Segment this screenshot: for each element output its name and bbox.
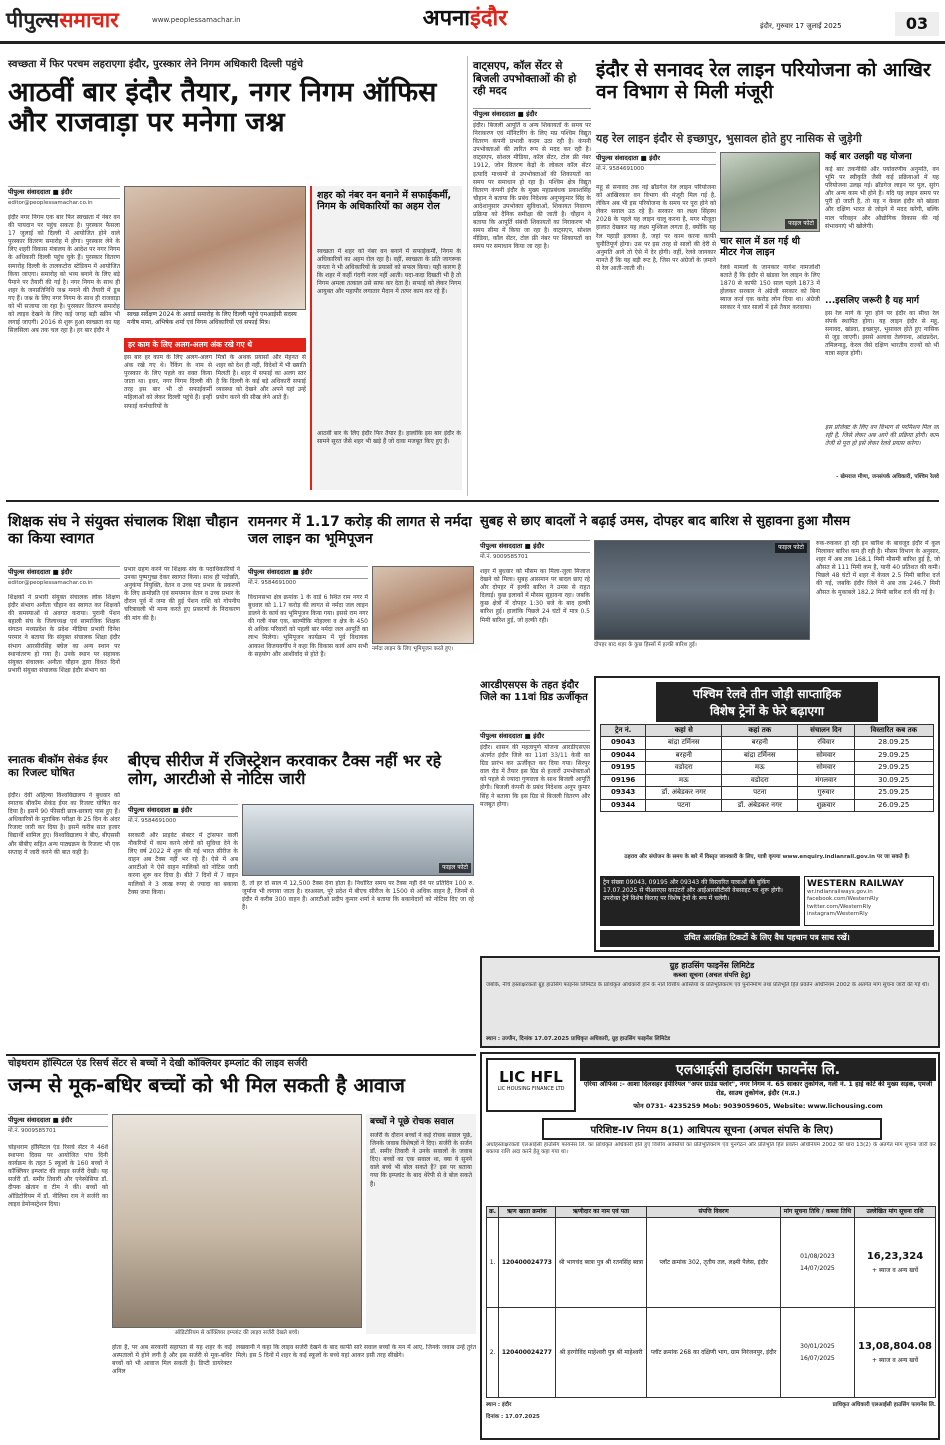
rail-quote-by: - खेमराज मीणा, जनसंपर्क अधिकारी, पश्चिम रेलवे [836, 474, 939, 480]
lic-cell-note: + ब्याज व अन्य खर्चे [871, 1357, 919, 1365]
lic-logo [486, 1058, 576, 1112]
section-divider [6, 500, 939, 502]
railway-ad-cell: 26.09.25 [854, 799, 933, 811]
rto-photo [242, 804, 474, 876]
ramnagar-body: विधानसभा क्षेत्र क्रमांक 1 के वार्ड 6 स्थित राम नगर में बुधवार को 1.17 करोड़ की लागत से नर्मदा जल लाइन डालने के कार्य का भूमिपूजन किया गया। इससे राम नगर की गली नंबर एक, बाल्मीकि मोहल्ला व क्षेत्र के 450 से अधिक परिवारों को पहली बार नर्मदा जल आपूर्ति का लाभ मिलेगा। भूमिपूजन कार्यक्रम में पूर्व विधायक आकाश विजयवर्गीय ने कहा कि विकास कार्य आप सभी के सहयोग और आशीर्वाद से होते हैं। [248, 594, 368, 658]
rto-headline[interactable]: बीएच सीरीज में रजिस्ट्रेशन करवाकर टैक्स नहीं भर रहे लोग, आरटीओ से नोटिस जारी [128, 751, 442, 789]
railway-ad-footer: उचित आरक्षित टिकटों के लिए वैध पहचान पत्र साथ रखें। [600, 930, 934, 947]
lic-col-dates: मांग सूचना तिथि / कब्जा तिथि [780, 1207, 854, 1218]
railway-ad-row [601, 737, 934, 749]
weather-mobile: मो.नं. 9009585701 [480, 554, 529, 560]
lic-ad [480, 1052, 940, 1440]
lic-date: दिनांक : 17.07.2025 [486, 1414, 540, 1420]
railway-ad-cell: गुरुवार [798, 787, 854, 799]
lead-subhead: हर काम के लिए अलग-अलग अंक रखे गए थे [124, 338, 306, 352]
brand-logo[interactable] [6, 6, 119, 34]
lic-cell [647, 1308, 781, 1398]
section-title-b: इंदौर [470, 6, 508, 31]
grid-byline: पीपुल्स संवाददाता ■ इंदौर [480, 730, 590, 743]
rail-box-body: रेलवे मामलों के जानकार नागेश नामजोशी बताते हैं कि इंदौर से खंडवा रेल लाइन के लिए 1870 से काफी 150 साल पहले 1873 में होलकर सरकार ने अंग्रेजी सरकार को बिना ब्याज कर्ज एक करोड़ लोन दिया था। अंग्रेजी सरकार ने चार सालों में इसे तैयार करवाया। [720, 264, 820, 312]
railway-ad-link-0[interactable]: wr.indianrailways.gov.in [807, 889, 873, 895]
lic-logo-sub: LIC HOUSING FINANCE LTD [497, 1086, 565, 1092]
shikshak-headline[interactable]: शिक्षक संघ ने संयुक्त संचालक शिक्षा चौहान का किया स्वागत [8, 514, 239, 548]
cochlear-headline[interactable]: जन्म से मूक-बधिर बच्चों को भी मिल सकती है आवाज [8, 1073, 406, 1097]
shikshak-byline: पीपुल्स संवाददाता ■ इंदौर [8, 566, 120, 579]
railway-ad-cell: डॉ. अंबेडकर नगर [646, 787, 722, 799]
rail-right-title: कई बार उलझी यह योजना [825, 152, 912, 162]
lic-cell-d1: 01/08/2023 [800, 1252, 835, 1260]
railway-ad-cell: 09043 [601, 737, 646, 749]
rto-body2: है, तो हर दो साल में 12,500 टैक्स देना होता है। निर्धारित समय पर टैक्स नहीं देने पर प्रतिदिन 100 रु. जुर्माना भी लगाया जाता है। दरअसल, पूरे प्रदेश में बीएच सीरीज के 1500 से अधिक वाहन हैं, जिनमें से इंदौर में करीब 300 वाहन हैं। आरटीओ प्रदीप कुमार शर्मा ने बताया कि बकायेदारों को नोटिस दिए जा रहे हैं। [242, 880, 474, 912]
railway-ad-cell: 09044 [601, 749, 646, 761]
lead-sidebar-body: स्वच्छता में शहर को नंबर वन बनाने में सफाईकर्मी, निगम के अधिकारियों का अहम रोल रहा है। वहीं, स्वच्छता के प्रति जागरूक जनता ने भी अधिकारियों के प्रयासों को सफल किया। यही कारण है कि शहर में कहीं गंदगी नजर नहीं आती। यदा-कदा दिखती भी है तो निगम अमला तत्काल उसे साफ कर देता है। सफाई को लेकर निगम आयुक्त और महापौर लगातार मैदान में तत्पर काम कर रहे हैं। [317, 248, 461, 296]
railway-ad-row [601, 749, 934, 761]
railway-ad-row [601, 799, 934, 811]
railway-ad-link-1[interactable]: facebook.com/WesternRly [807, 896, 879, 903]
railway-ad-cell: 25.09.25 [854, 787, 933, 799]
rail-right-body: कई बार तकनीकी और पर्यावरणीय अनुमति, वन भूमि पर स्वीकृति जैसी कई प्रक्रियाओं में यह परियोजना उलझ गई। ब्रॉडगेज लाइन पर पुल, सुरंग और अन्य काम भी होने हैं। यदि यह लाइन समय पर पूरी हो जाती है, तो यह न केवल इंदौर को खंडवा और दक्षिण भारत से जोड़ने में मदद करेगी, बल्कि माल परिवहन और औद्योगिक विकास की नई संभावनाएं भी खोलेगी। [825, 166, 939, 230]
cochlear-mobile: मो.नं. 9009585701 [8, 1128, 57, 1134]
railway-ad-cell: 28.09.25 [854, 737, 933, 749]
lead-photo [124, 186, 306, 310]
rail-quote: इस प्रोजेक्ट के लिए वन विभाग से परमिशन मिल जा रही है, जिसे लेकर अब आगे की प्रक्रिया होगी। काम तेजी से पूरा हो इसे लेकर रेलवे प्रयास करेगा। [825, 424, 939, 448]
weather-byline: पीपुल्स संवाददाता ■ इंदौर [480, 540, 590, 553]
lic-table [486, 1206, 936, 1398]
col-from: कहां से [646, 725, 722, 737]
lic-cell [555, 1308, 647, 1398]
rto-body: सरकारी और प्राइवेट सेक्टर में ट्रांसफर वाली नौकरियों में काम करने लोगों को सुविधा देने के लिए वर्ष 2022 में शुरू की गई भारत सीरीज के वाहन अब टैक्स नहीं भर रहे हैं। ऐसे में अब आरटीओ ने ऐसे वाहन मालिकों को नोटिस जारी करना शुरू कर दिया है। बीते 7 दिनों में 7 वाहन मालिकों ने 3 लाख रुपए से ज्यादा का बकाया टैक्स जमा किया। [128, 832, 238, 896]
gruh-sub: कब्जा सूचना (अचल संपत्ति हेतु) [673, 971, 751, 979]
lead-col2: इस बार हर काम के लिए अलग-अलग अंक रखे गए थे। रैंकिंग के नाम से पुरस्कार के लिए पहले का वक्त किया जाता था। इधर, नगर निगम दिल्ली की तरह इस बार भी दो सफाईकर्मी महिलाओं को लेकर दिल्ली पहुंचे हैं। इन्हीं सफाई कर्मचारियों के [124, 354, 212, 410]
lead-byline: पीपुल्स संवाददाता ■ इंदौर [8, 186, 120, 199]
lic-notice-title: परिशिष्ट-IV नियम 8(1) आधिपत्य सूचना (अचल संपत्ति के लिए) [542, 1118, 882, 1140]
lic-cell [499, 1218, 555, 1308]
railway-ad-cell: 09195 [601, 762, 646, 774]
lic-cell-amt: 16,23,324 [866, 1250, 924, 1262]
lic-cell-d2: 16/07/2025 [800, 1354, 835, 1362]
rail-mobile: मो.नं. 9584691000 [596, 166, 645, 172]
lic-row [487, 1218, 936, 1308]
lic-phone[interactable]: फोन 0731- 4235259 Mob: 9039059605, Website: www.lichousing.com [633, 1102, 883, 1110]
cochlear-body: चोइथराम हॉस्पिटल एंड रिसर्च सेंटर ने 46वें स्थापना दिवस पर आयोजित पांच दिनी कार्यक्रम के तहत 5 स्कूलों के 160 बच्चों ने कॉक्लियर इम्प्लांट की लाइव सर्जरी देखी। यह सर्जरी डॉ. समीर तिवारी और एनेस्थेसिया डॉ. दीपक खेतान व टीम ने की। बच्चों को ऑडिटोरियम में डॉ. नीलिमा राय ने सर्जरी का लाइव डेमोन्सट्रेशन दिया। [8, 1144, 108, 1208]
rail-right-body2: इस रेल मार्ग के पूरा होने पर इंदौर का सीधा रेल संपर्क स्थापित होगा। यह लाइन इंदौर से महू, सनावद, खंडवा, इच्छापुर, भुसावल होते हुए नासिक से जुड़ जाएगी। इससे अलावा तेलंगाना, आंध्रप्रदेश, तमिलनाडु, केरल जैसे दक्षिण भारतीय राज्यों को भी यात्रा सहज होगी। [825, 310, 939, 358]
lic-cell [499, 1308, 555, 1398]
ramnagar-photo [372, 566, 474, 644]
rail-byline: पीपुल्स संवाददाता ■ इंदौर [596, 152, 716, 165]
grid-headline[interactable]: आरडीएसएस के तहत इंदौर जिले का 11वां ग्रिड ऊर्जीकृत [480, 680, 588, 703]
lic-cell-name: श्री हरगोविंद माहेश्वरी पुत्र श्री माहेश्वरी [559, 1348, 643, 1356]
col-day: संचालन दिन [798, 725, 854, 737]
lic-cell-name: श्री भागचंद ब्वत्रा पुत्र श्री रतनसिंह ब्वत्रा [558, 1258, 644, 1266]
lic-cell-prop: प्लॉट क्रमांक 302, तृतीय तल, लक्ष्मी पैलेस, इंदौर [659, 1258, 768, 1266]
railway-ad-header-row [601, 725, 934, 737]
lic-header-row [487, 1207, 936, 1218]
brand-part-a: पीपुल्स [6, 8, 60, 32]
railway-ad-cell: वडोदरा [722, 774, 798, 786]
rail-photo [720, 152, 820, 232]
weather-photo-label: फाइल फोटो [775, 543, 807, 553]
lic-cell [555, 1218, 647, 1308]
lic-logo-text: LIC HFL [499, 1068, 563, 1086]
column-rule [467, 56, 468, 496]
bcom-body: इंदौर। देवी अहिल्या विश्वविद्यालय ने बुधवार को स्नातक बीकॉम सेकंड ईयर का रिजल्ट घोषित कर दिया है। इसमें 90 फीसदी छात्र-छात्राएं पास हुए हैं। अधिकारियों के मुताबिक परीक्षा के 25 दिन के अंदर रिजल्ट जारी कर दिया है। इसमें करीब सात हजार विद्यार्थी शामिल हुए। विश्वविद्यालय ने बीए, बीएससी और बीबीए सहित अन्य पाठ्यक्रम के रिजल्ट भी एक सप्ताह में जारी करने की बात कही है। [8, 792, 120, 856]
ramnagar-headline[interactable]: रामनगर में 1.17 करोड़ की लागत से नर्मदा जल लाइन का भूमिपूजन [248, 514, 472, 547]
railway-ad-note: ठहराव और संयोजन के समय के बारे में विस्तृत जानकारी के लिए, यात्री कृपया www.enquiry.indianrail.gov.in पर जा सकते हैं। [624, 854, 910, 860]
rail-photo-label: फाइल फोटो [785, 219, 817, 229]
railway-ad-cell: 30.09.25 [854, 774, 933, 786]
weather-photo [594, 540, 810, 640]
lic-address: एरिया ऑफिस :- आशा दिलसहर इंपीरियल "अपर ग्राउंड फ्लोर", नगर निगम नं. 65 साकार तुकोगंज, गली नं. 1 हाई कोर्ट की मुख्य सड़क, एमजी रोड, साउथ तुकोगंज, इंदौर (म.प्र.) [583, 1080, 933, 1097]
lic-col-n: क्र. [487, 1207, 499, 1218]
railway-ad-cell: सोमवार [798, 749, 854, 761]
whatsapp-byline: पीपुल्स संवाददाता ■ इंदौर [473, 108, 591, 121]
railway-ad-title-l1: पश्चिम रेलवे तीन जोड़ी साप्ताहिक [693, 687, 841, 701]
railway-ad-title [656, 682, 878, 722]
cochlear-col2: होता है, पर अब सरकारी सहायता से यह शहर के कई अस्पतालों में होने लगी है और इस सर्जरी से मूक-बधिर बच्चों को भी आवाज मिल सकती है। डिप्टी डायरेक्टर अनिल [112, 1344, 232, 1376]
col-to: कहां तक [722, 725, 798, 737]
railway-ad-cell: 29.09.25 [854, 762, 933, 774]
lic-col-amt: उल्लेखित मांग सूचना राशि [855, 1207, 936, 1218]
railway-ad-cell: बांद्रा टर्मिनस [646, 737, 722, 749]
railway-ad-brand: WESTERN RAILWAY [807, 879, 904, 889]
lic-cell [780, 1308, 854, 1398]
col-until: विस्तारित कब तक [854, 725, 933, 737]
lic-cell [487, 1218, 499, 1308]
lead-sidebar-title: शहर को नंबर वन बनाने में सफाईकर्मी, निगम के अधिकारियों का अहम रोल [317, 190, 452, 213]
railway-ad-cell: शुक्रवार [798, 799, 854, 811]
railway-ad-cell: मंगलवार [798, 774, 854, 786]
bcom-headline[interactable]: स्नातक बीकॉम सेकंड ईयर का रिजल्ट घोषित [8, 754, 108, 779]
lic-cell [780, 1218, 854, 1308]
lic-col-acct: ऋण खाता क्रमांक [499, 1207, 555, 1218]
weather-headline[interactable]: सुबह से छाए बादलों ने बढ़ाई उमस, दोपहर बाद बारिश से सुहावना हुआ मौसम [480, 514, 851, 529]
lic-cell-n: 1. [489, 1258, 496, 1266]
lead-sidebar [310, 186, 462, 490]
whatsapp-body: इंदौर। बिजली आपूर्ति व अन्य शिकायतों के समय पर निराकरण एवं मॉनिटरिंग के लिए मप्र पश्चिम विद्युत वितरण कंपनी प्रभावी कदम उठा रही है। कंपनी उपभोक्ताओं की त्वरित रूप से मदद कर रही है। वाट्सएप, सोशल मीडिया, कॉल सेंटर, टोल फ्री नंबर 1912, जोन वितरण केंद्रों के लोकल कॉल सेंटर इत्यादि माध्यमों से उपभोक्ताओं की शिकायतों का समय पर समाधान हो रहा है। पश्चिम क्षेत्र विद्युत वितरण कंपनी इंदौर के मुख्य महाप्रबंधक प्रकाशसिंह चौहान ने बताया कि प्रबंध निदेशक अनूपकुमार सिंह के आदेशानुसार उपभोक्ता सुविधाओं, शिकायत निवारण प्रक्रिया को दैनिक समीक्षा की जाती है। चौहान ने बताया कि आपूर्ति संबंधी शिकायतों का निराकरण भी समय सीमा में किया जा रहा है। वाट्सएप, सोशल मीडिया, कॉल सेंटर, टोल फ्री नंबर पर शिकायतों का समय पर समाधान किया जा रहा है। [473, 122, 591, 251]
railway-ad-table [600, 724, 934, 812]
lic-row [487, 1308, 936, 1398]
railway-ad [594, 676, 940, 952]
weather-body2: रुक-रुककर हो रही इन बारिश के बावजूद इंदौर में कुल मिलाकर बारिश कम ही रही है। मौसम विभाग के अनुसार, शहर में अब तक 168.1 मिमी मौसमी बारिश हुई है, जो औसत से 111 मिमी कम है, यानी 40 प्रतिशत की कमी। पिछले 48 घंटों में शहर में केवल 2.5 मिमी बारिश दर्ज की गई, जबकि इंदौर जिले में अब तक 246.7 मिमी औसत के मुकाबले 182.2 मिमी बारिश दर्ज की गई है। [816, 540, 940, 596]
gruh-notice [480, 956, 940, 1048]
lic-cell-d2: 14/07/2025 [800, 1264, 835, 1272]
lic-cell [855, 1218, 936, 1308]
cochlear-box-title: बच्चों ने पूछे रोचक सवाल [370, 1117, 454, 1127]
section-title [390, 2, 540, 32]
railway-ad-cell: रविवार [798, 737, 854, 749]
cochlear-kicker: चोइथराम हॉस्पिटल एंड रिसर्च सेंटर से बच्चों ने देखी कॉक्लियर इम्प्लांट की लाइव सर्जरी [8, 1058, 308, 1069]
railway-ad-row [601, 762, 934, 774]
railway-ad-cell: पटना [722, 787, 798, 799]
lead-sidebar-end: आठवीं बार के लिए इंदौर फिर तैयार है। हालांकि इस बार इंदौर के सामने सूरत जैसे शहर भी खड़े हैं जो दावा मजबूत किए हुए हैं। [317, 430, 461, 446]
railway-ad-title-l2: विशेष ट्रेनों के फेरे बढ़ाएगा [710, 704, 824, 718]
railway-ad-booking: ट्रेन संख्या 09043, 09195 और 09343 की विस्तारित यात्राओं की बुकिंग 17.07.2025 से पीआरएस काउंटरों और आईआरसीटीसी वेबसाइट पर शुरू होगी। उपरोक्त ट्रेनें विशेष किराए पर विशेष ट्रेनों के रूप में चलेंगी। [600, 876, 800, 926]
ramnagar-mobile: मो.नं. 9584691000 [248, 580, 297, 586]
lic-col-name: ऋणीदार का नाम एवं पता [555, 1207, 647, 1218]
rto-byline: पीपुल्स संवाददाता ■ इंदौर [128, 804, 238, 817]
railway-ad-row [601, 774, 934, 786]
railway-ad-cell: 29.09.25 [854, 749, 933, 761]
railway-ad-cell: सोमवार [798, 762, 854, 774]
lic-notice-text: अधोहस्ताक्षरकर्ता एलआईसी हाउसिंग फायनेंस लि. का प्राधिकृत अधिकारी होते हुए वित्तीय आस्तियों का प्रतिभूतिकरण एवं पुनर्गठन और प्रतिभूति हित प्रवर्तन अधिनियम 2002 की धारा 13(2) के अंतर्गत मांग सूचना जारी कर बकाया राशि अदा करने हेतु कहा गया था। [486, 1142, 936, 1156]
shikshak-col2: प्रभार ग्रहण करने पर शिक्षक संघ के पदाधिकारियों ने उनका पुष्पगुच्छ देकर स्वागत किया। साथ ही पदोन्नति, अनुकंपा नियुक्ति, वेतन व उच्च पद प्रभार के प्रकरणों के लिए क्रमोन्नति एवं समयमान वेतन व उच्च प्रभार के दौरान पूर्व में जमा की हुई पेंशन राशि को गोपनीय चरित्रावली भी मान्य करते हुए प्रकरणों के निराकरण की मांग की है। [124, 566, 240, 622]
lic-cell-acct: 120400024277 [501, 1348, 552, 1356]
railway-ad-cell: बरहनी [722, 737, 798, 749]
lic-cell-n: 2. [489, 1348, 496, 1356]
col-train-no: ट्रेन नं. [601, 725, 646, 737]
rail-right-title2: ...इसलिए जरूरी है यह मार्ग [825, 296, 919, 306]
rail-headline[interactable]: इंदौर से सनावद रेल लाइन परियोजना को आखिर वन विभाग से मिली मंजूरी [596, 59, 931, 103]
lic-cell [855, 1308, 936, 1398]
gruh-head: ग्रुह हाउसिंग फाइनेंस लिमिटेड [669, 961, 755, 970]
weather-body: शहर में बुधवार को मौसम का मिला-जुला मिजाज देखने को मिला। सुबह आसमान पर बादल छाए रहे और दोपहर में हल्की बारिश ने उमस से राहत दिलाई। कुछ इलाकों में मौसम सुहावना रहा। जबकि कुछ क्षेत्रों में दोपहर 1:30 बजे के बाद हल्की बारिश हुई। हालांकि पिछले 24 घंटों में मात्र 0.5 मिमी बारिश हुई, जो हल्की रही। [480, 568, 590, 624]
page-number: 03 [895, 12, 939, 36]
gruh-text: जबकि, नीचे हस्ताक्षरकर्ता ग्रुह हाउसिंग फाइनेंस लिमिटेड के प्राधिकृत अधिकारी होने के नाते वित्तीय आस्तियों के प्रतिभूतिकरण एवं पुनर्निर्माण तथा प्रतिभूति हित प्रवर्तन अधिनियम 2002 के अंतर्गत मांग सूचना जारी की गई थी। [486, 982, 929, 988]
lic-sign: प्राधिकृत अधिकारी एलआईसी हाउसिंग फायनेंस लि. [832, 1402, 936, 1408]
lic-cell [487, 1308, 499, 1398]
lead-body: इंदौर नगर निगम एक बार फिर स्वच्छता में नंबर वन की पायदान पर पहुंच सकता है। पुरस्कार फैसला 17 जुलाई को दिल्ली में आयोजित होने वाले पुरस्कार वितरण समारोह में होगा। पुरस्कार लेने के लिए शहरी विकास मंत्रालय के आदेश पर नगर निगम के अधिकारी दिल्ली पहुंच चुके हैं। पुरस्कार वितरण समारोह दिल्ली के तालकटोरा स्टेडियम में आयोजित किया जाएगा। समारोह को भव्य बनाने के लिए बड़े पैमाने पर तैयारी की गई है। नगर निगम के साथ ही शहर के जनप्रतिनिधि जश्न मनाने की तैयारी में डूब गए हैं। जश्न के लिए नगर निगम के साथ ही राजवाड़ा को भी सजाया जा रहा है। पुरस्कार वितरण समारोह को लाइव देखने के लिए कई जगह बड़ी स्क्रीन भी लगाई जाएगी। 2016 से शुरू हुआ स्वच्छता का यह सिलसिला अब तक चल रहा है। हर बार इंदौर ने [8, 214, 120, 335]
lead-headline[interactable]: आठवीं बार इंदौर तैयार, नगर निगम ऑफिस और राजवाड़ा पर मनेगा जश्न [8, 77, 437, 139]
lic-col-prop: संपत्ति विवरण [647, 1207, 781, 1218]
rail-subhead: यह रेल लाइन इंदौर से इच्छापुर, भुसावल होते हुए नासिक से जुड़ेगी [596, 132, 862, 145]
rto-photo-label: फाइल फोटो [439, 863, 471, 873]
cochlear-byline: पीपुल्स संवाददाता ■ इंदौर [8, 1114, 108, 1127]
ramnagar-byline: पीपुल्स संवाददाता ■ इंदौर [248, 566, 368, 579]
gruh-footer: स्थान : उज्जैन, दिनांक 17.07.2025 प्राधिकृत अधिकारी, ग्रुह हाउसिंग फाइनेंस लिमिटेड [486, 1036, 671, 1042]
railway-ad-cell: डॉ. अंबेडकर नगर [722, 799, 798, 811]
rto-mobile: मो.नं. 9584691000 [128, 818, 177, 824]
grid-body: इंदौर। शासन की महत्वपूर्ण योजना आरडीएसएस अंतर्गत इंदौर जिले का 11वां 33/11 केवी का ग्रिड प्रारंभ कर ऊर्जीकृत कर दिया गया। सिरपुर वाल रोड में तैयार इस ग्रिड से हजारों उपभोक्ताओं को पहले से ज्यादा गुणवत्ता के साथ बिजली आपूर्ति होगी। बिजली कंपनी के प्रबंध निदेशक अनूप कुमार सिंह ने बताया कि इस ग्रिड से बिजली वितरण और मजबूत होगा। [480, 744, 590, 808]
railway-ad-cell: मऊ [646, 774, 722, 786]
lic-cell-d1: 30/01/2025 [800, 1342, 835, 1350]
railway-ad-cell: बरहनी [646, 749, 722, 761]
rail-box-title: चार साल में डल गई थी मीटर गेज लाइन [720, 236, 800, 259]
lic-place: स्थान : इंदौर [486, 1402, 512, 1408]
lead-col3: मित्रों के अथक प्रयासों और मेहनत से शहर को देश ही नहीं, विदेशों में भी ख्याति मिलती है। शहर में सफाई का अलग स्तर है कि दिल्ली के कई बड़े अधिकारी सफाई व्यवस्था को देखने और अपने यहां उन्हें प्रयोग करने की सीख लेने आते हैं। [216, 354, 306, 402]
railway-ad-cell: 09343 [601, 787, 646, 799]
cochlear-box [366, 1114, 476, 1334]
cochlear-box-body: सर्जरी के दौरान बच्चों ने कई रोचक सवाल पूछे, जिनके जवाब विशेषज्ञों ने दिए। सर्जरी के सर्जन डॉ. समीर तिवारी ने उनके सवालों के जवाब दिए। बच्चों का एक सवाल था, क्या ये सुनने वाले बच्चे भी बोल सकते हैं? इस पर बताया गया कि इम्प्लांट के बाद थेरेपी से वे बोल सकते हैं। [370, 1132, 472, 1188]
railway-ad-row [601, 787, 934, 799]
cochlear-photo [112, 1114, 362, 1328]
shikshak-email[interactable]: editor@peoplessamachar.co.in [8, 580, 93, 586]
website[interactable]: www.peoplessamachar.in [152, 16, 241, 24]
cochlear-col3: लखवानी ने कहा कि लाइव सर्जरी देखने के बाद काफी सारे सवाल बच्चों के मन में आए, जिनके जवाब उन्हें तुरंत मिले। इस 5 दिनों में शहर के कई स्कूलों के बच्चे यहां आकर इसी तरह सीखेंगे। [236, 1344, 476, 1360]
ramnagar-photo-caption: नर्मदा लाइन के लिए भूमिपूजन करते हुए। [372, 646, 453, 652]
section-divider-2 [6, 1054, 476, 1056]
masthead [0, 0, 945, 44]
railway-ad-cell: 09344 [601, 799, 646, 811]
railway-ad-cell: 09196 [601, 774, 646, 786]
dateline: इंदौर, गुरुवार 17 जुलाई 2025 [760, 22, 842, 30]
whatsapp-headline[interactable]: वाट्सएप, कॉल सेंटर से बिजली उपभोक्ताओं की हो रही मदद [473, 60, 577, 98]
rail-body: महू से सनावद तक नई ब्रॉडगेज रेल लाइन परियोजना को आखिरकार वन विभाग की मंजूरी मिल गई है, लेकिन अब भी इस परियोजना के समय पर पूरा होने को लेकर सवाल उठ रहे हैं। सरकार का लक्ष्य सिंहस्थ 2028 के पहले यह लाइन चालू करना है, मगर मौजूदा हालात देखकर यह लक्ष्य मुश्किल लगता है, क्योंकि यह रेल पहाड़ी इलाका है, जहां पर काम करना काफी चुनौतिपूर्ण होगा। उस पर इस तरह से सालों की देरी से अनुमति आगे तो ऐसे में देर होगी। वहीं, रेलवे जानकार मानते हैं कि यह बड़ी रूट है, जिस पर अंग्रेजों के ज़माने से रेल आती-जाती थी। [596, 184, 716, 272]
railway-ad-cell: मऊ [722, 762, 798, 774]
railway-ad-cell: बांद्रा टर्मिनस [722, 749, 798, 761]
shikshak-body: शिक्षकों ने प्रभारी संयुक्त संचालक लोक शिक्षण इंदौर संभाग अनीता चौहान का स्वागत कर शिक्षकों की समस्याओं से अवगत कराया। पुरानी पेंशन बहाली संघ के जिलाध्यक्ष एवं सामाजिक शिक्षक संगठन मध्यप्रदेश के प्रदेश मीडिया प्रभारी दिनेश परमार ने बताया कि संयुक्त संचालक शिक्षा इंदौर संभाग आरसीरसिंह बघेल का अन्य स्थान पर स्थानांतरण हो गया है। उनके स्थान पर सहायक संयुक्त संचालक अनीता चौहान द्वारा विधत दिनों प्रभारी संयुक्त संचालक शिक्षा इंदौर संभाग का [8, 594, 120, 674]
lic-cell-note: + ब्याज व अन्य खर्चे [871, 1267, 919, 1275]
railway-ad-cell: वडोदरा [646, 762, 722, 774]
railway-ad-brand-box [804, 876, 934, 926]
weather-photo-caption: दोपहर बाद शहर के कुछ हिस्सों में हल्की बारिश हुई। [594, 642, 697, 648]
lead-email[interactable]: editor@peoplessamachar.co.in [8, 200, 93, 206]
lic-cell-acct: 120400024773 [501, 1258, 552, 1266]
section-title-a: अपना [422, 6, 471, 31]
lead-kicker: स्वच्छता में फिर परचम लहराएगा इंदौर, पुरस्कार लेने निगम अधिकारी दिल्ली पहुंचे [8, 59, 303, 70]
railway-ad-cell: पटना [646, 799, 722, 811]
railway-ad-link-2[interactable]: twitter.com/WesternRly [807, 903, 872, 910]
lic-cell-prop: प्लॉट क्रमांक 268 का दक्षिणी भाग, ग्राम निरंजनपुर, इंदौर [650, 1348, 777, 1356]
railway-ad-link-3[interactable]: instagram/WesternRly [807, 911, 868, 918]
lic-cell-amt: 13,08,804.08 [857, 1340, 933, 1352]
lic-cell [647, 1218, 781, 1308]
cochlear-photo-caption: ऑडिटोरियम से कॉक्लियर इम्प्लांट की लाइव सर्जरी देखते बच्चे। [174, 1330, 300, 1336]
lead-photo-caption: स्वच्छ सर्वेक्षण 2024 के अवार्ड समारोह के लिए दिल्ली पहुंचे एमआईसी सदस्य मनीष मामा, अभिषेक शर्मा एवं निगम अधिकारियों एवं सफाई मित्र। [124, 310, 306, 328]
brand-part-b: समाचार [59, 8, 119, 32]
lic-title: एलआईसी हाउसिंग फायनेंस लि. [580, 1058, 936, 1081]
